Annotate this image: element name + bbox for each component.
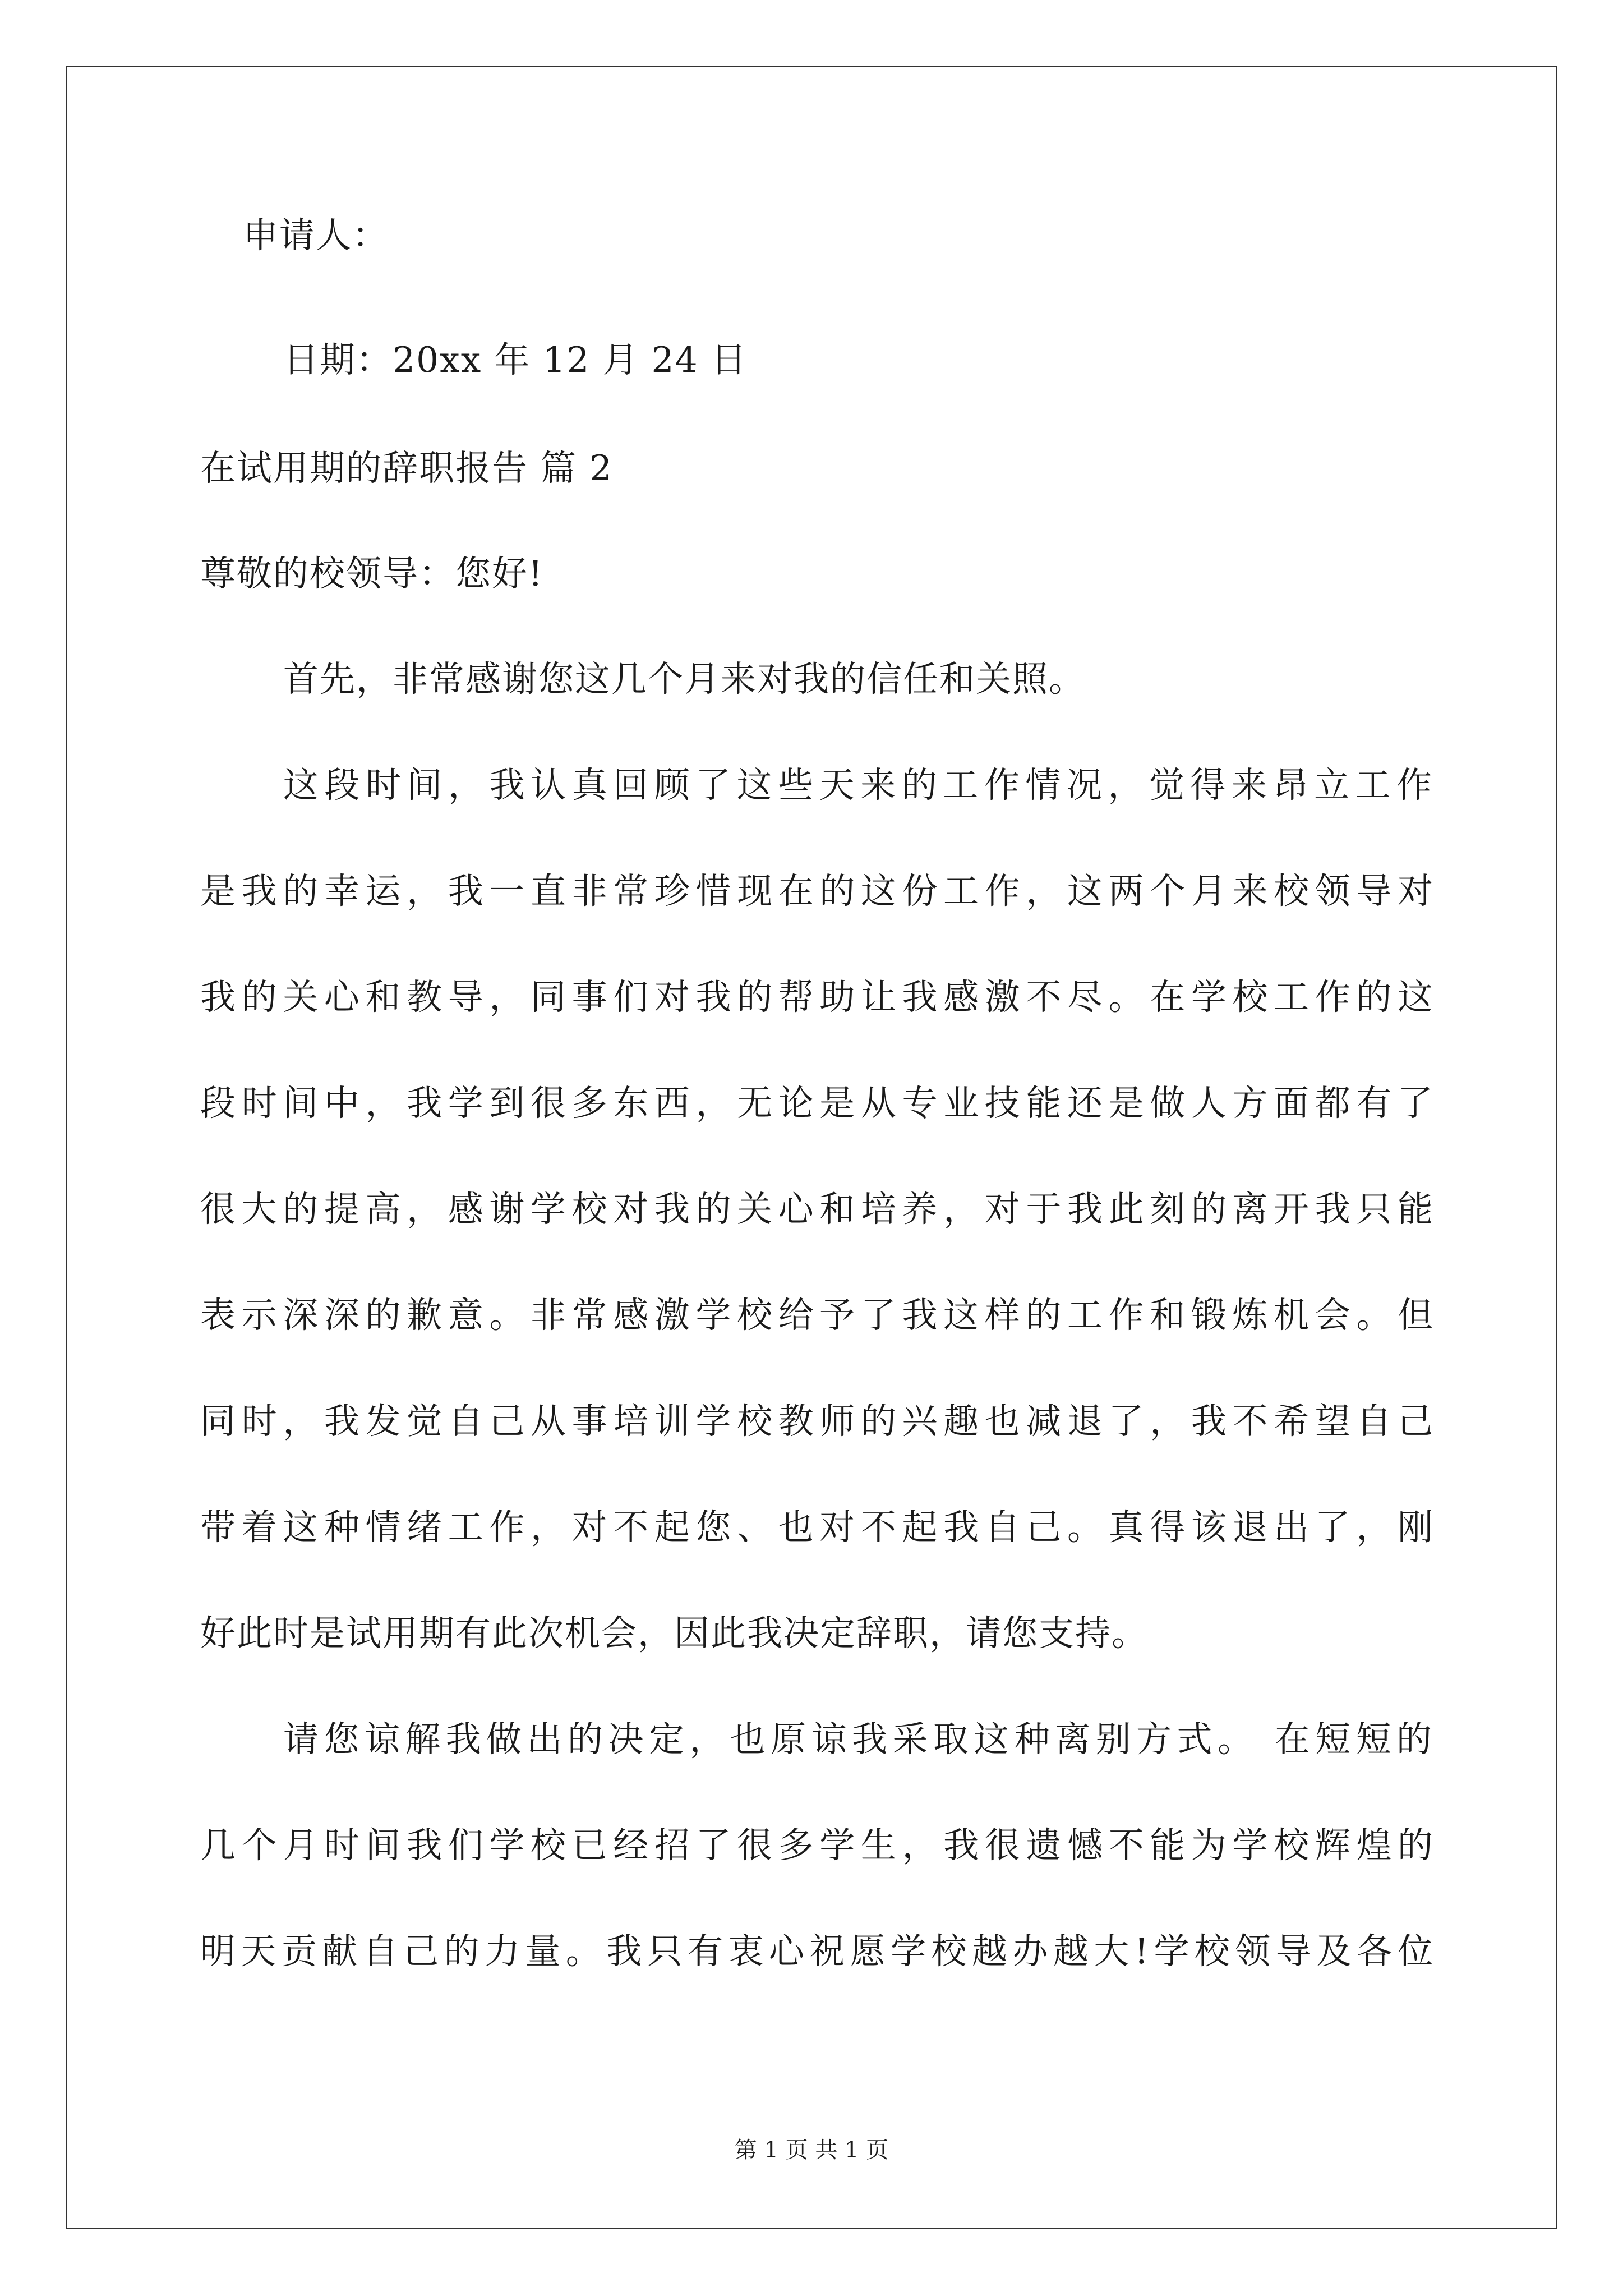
body-line-4: 我的关心和教导，同事们对我的帮助让我感激不尽。在学校工作的这 xyxy=(200,977,1434,1018)
date-line: 日期：20xx 年 12 月 24 日 xyxy=(283,339,748,380)
salutation: 尊敬的校领导：您好! xyxy=(200,553,544,594)
body-line-5: 段时间中，我学到很多东西，无论是从专业技能还是做人方面都有了 xyxy=(200,1083,1434,1124)
body-line-6: 很大的提高，感谢学校对我的关心和培养，对于我此刻的离开我只能 xyxy=(200,1189,1434,1230)
body-line-9: 带着这种情绪工作，对不起您、也对不起我自己。真得该退出了，刚 xyxy=(200,1507,1434,1548)
body-line-3: 是我的幸运，我一直非常珍惜现在的这份工作，这两个月来校领导对 xyxy=(200,871,1434,912)
page-border xyxy=(66,66,1557,2229)
body-line-7: 表示深深的歉意。非常感激学校给予了我这样的工作和锻炼机会。但 xyxy=(200,1295,1434,1336)
section-title: 在试用期的辞职报告 篇 2 xyxy=(200,448,614,489)
applicant-label: 申请人： xyxy=(243,215,389,256)
body-line-10: 好此时是试用期有此次机会，因此我决定辞职，请您支持。 xyxy=(200,1613,1148,1654)
body-line-1: 首先，非常感谢您这几个月来对我的信任和关照。 xyxy=(283,659,1085,700)
body-line-13: 明天贡献自己的力量。我只有衷心祝愿学校越办越大!学校领导及各位 xyxy=(200,1931,1434,1972)
body-line-12: 几个月时间我们学校已经招了很多学生，我很遗憾不能为学校辉煌的 xyxy=(200,1825,1434,1866)
body-line-11: 请您谅解我做出的决定，也原谅我采取这种离别方式。 在短短的 xyxy=(283,1719,1433,1760)
body-line-2: 这段时间，我认真回顾了这些天来的工作情况，觉得来昂立工作 xyxy=(283,765,1433,806)
body-line-8: 同时，我发觉自己从事培训学校教师的兴趣也减退了，我不希望自己 xyxy=(200,1401,1434,1442)
page-footer: 第 1 页 共 1 页 xyxy=(734,2137,889,2163)
